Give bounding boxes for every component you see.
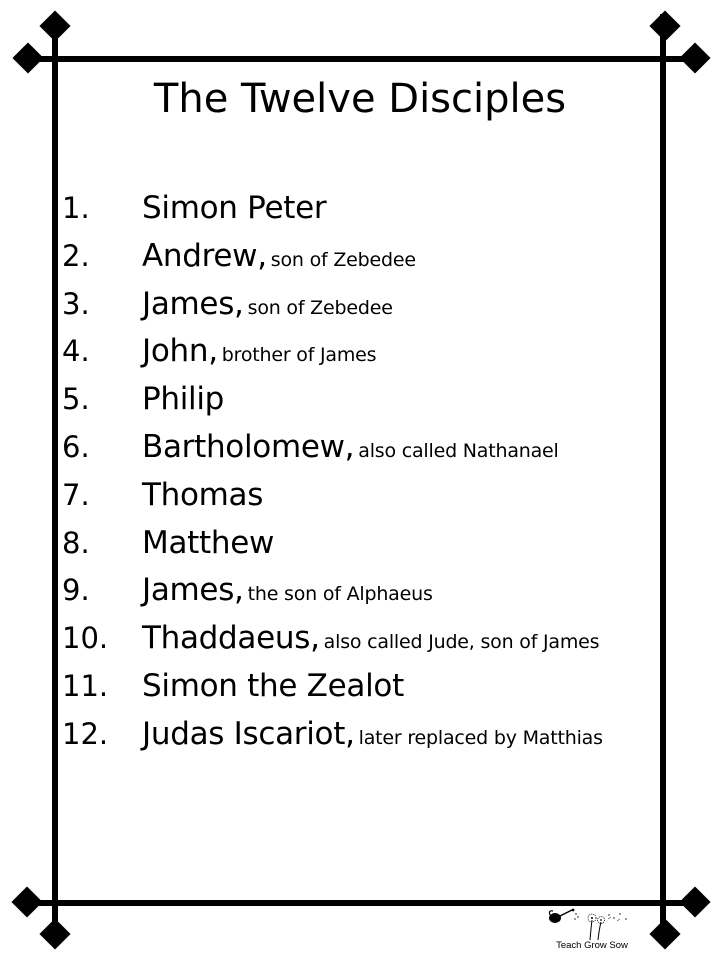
item-number: 8.	[62, 525, 90, 560]
item-number: 12.	[62, 716, 109, 751]
item-number: 1.	[62, 191, 90, 225]
disciples-list	[62, 186, 662, 760]
disciple-description: son of Zebedee	[247, 296, 393, 319]
disciple-name: Bartholomew,	[142, 428, 355, 465]
list-item	[62, 616, 662, 664]
item-number: 4.	[62, 334, 90, 369]
corner-diamond-bottom-right-lower	[649, 918, 680, 949]
item-number: 9.	[62, 573, 90, 608]
border-left	[52, 14, 58, 934]
disciple-name: Simon the Zealot	[142, 667, 404, 704]
disciple-name: Andrew,	[142, 237, 267, 274]
corner-diamond-bottom-right-outer	[679, 886, 710, 917]
disciple-name: James,	[142, 572, 244, 609]
logo-text: Teach Grow Sow	[556, 940, 628, 951]
disciple-description: also called Jude, son of James	[323, 631, 600, 654]
item-number: 5.	[62, 382, 90, 417]
list-item	[62, 664, 662, 712]
page-title: The Twelve Disciples	[153, 76, 567, 122]
disciple-description: the son of Alphaeus	[247, 583, 433, 606]
disciple-name-line	[142, 712, 603, 760]
disciple-name-line	[142, 425, 559, 473]
corner-diamond-bottom-left-lower	[39, 918, 70, 949]
list-item	[62, 521, 662, 569]
item-number: 3.	[62, 286, 90, 321]
list-item	[62, 473, 662, 521]
disciple-name-line	[142, 521, 278, 569]
disciple-description: son of Zebedee	[270, 248, 416, 271]
item-number: 7.	[62, 477, 90, 512]
disciple-name-line	[142, 282, 393, 330]
disciple-description: brother of James	[221, 344, 377, 367]
disciple-name: James,	[142, 285, 244, 322]
corner-diamond-bottom-left-outer	[11, 886, 42, 917]
disciple-name: Thaddaeus,	[142, 620, 320, 657]
list-item	[62, 234, 662, 282]
list-item	[62, 282, 662, 330]
list-item	[62, 712, 662, 760]
border-top	[28, 56, 698, 62]
list-item	[62, 377, 662, 425]
disciple-name-line	[142, 616, 599, 664]
disciple-name: Philip	[142, 381, 225, 418]
disciple-name: Judas Iscariot,	[142, 715, 355, 752]
disciple-name-line	[142, 186, 330, 234]
list-item	[62, 329, 662, 377]
corner-diamond-top-right-upper	[649, 10, 680, 41]
disciple-name-line	[142, 473, 267, 521]
item-number: 6.	[62, 429, 90, 464]
list-item	[62, 425, 662, 473]
disciple-description: later replaced by Matthias	[358, 726, 603, 749]
list-item	[62, 568, 662, 616]
disciple-name-line	[142, 234, 416, 282]
item-number: 2.	[62, 238, 90, 273]
disciple-name-line	[142, 568, 433, 616]
corner-diamond-top-left-upper	[39, 10, 70, 41]
disciple-name-line	[142, 664, 408, 712]
list-item	[62, 186, 662, 234]
disciple-name-line	[142, 329, 376, 377]
disciple-name: Matthew	[142, 524, 275, 561]
corner-diamond-top-right-outer	[679, 42, 710, 73]
disciple-description: also called Nathanael	[358, 439, 559, 462]
item-number: 10.	[62, 621, 109, 656]
disciple-name: Simon Peter	[142, 190, 327, 226]
corner-diamond-top-left-outer	[12, 42, 43, 73]
disciple-name: John,	[142, 333, 218, 370]
teach-grow-sow-logo	[546, 906, 638, 956]
item-number: 11.	[62, 668, 109, 703]
disciple-name-line	[142, 377, 228, 425]
disciple-name: Thomas	[142, 476, 264, 513]
watering-can-dandelion-icon	[546, 906, 638, 942]
